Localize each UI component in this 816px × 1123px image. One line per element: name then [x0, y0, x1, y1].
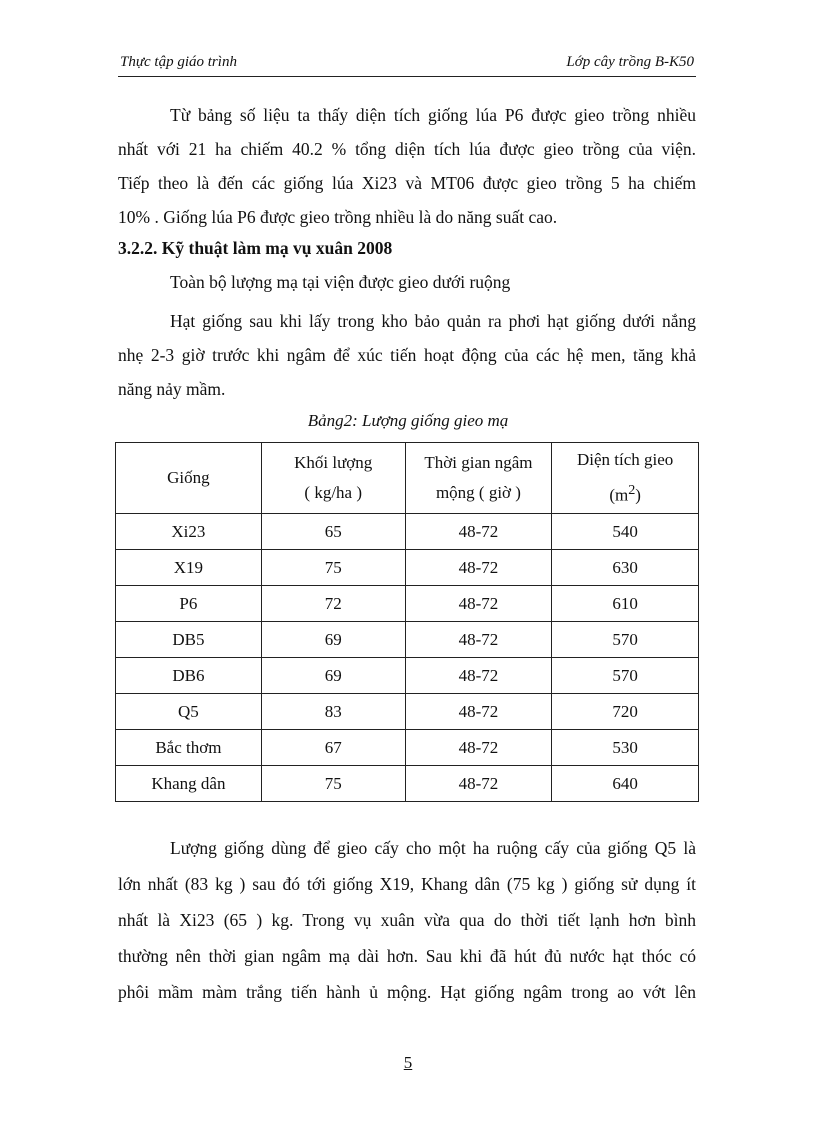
header-variety: Giống	[116, 443, 262, 514]
table-row	[116, 694, 699, 730]
table-row	[116, 550, 699, 586]
paragraph-seed-prep	[118, 304, 696, 406]
seed-table	[115, 442, 699, 802]
cell-mass: 72	[261, 586, 405, 622]
paragraph-line: thường nên thời gian ngâm mạ dài hơn. Sau khi đã hút đủ nước hạt thóc có	[118, 946, 696, 966]
cell-area: 570	[552, 658, 699, 694]
cell-area: 610	[552, 586, 699, 622]
cell-soak: 48-72	[405, 730, 552, 766]
cell-variety: Xi23	[116, 514, 262, 550]
cell-soak: 48-72	[405, 550, 552, 586]
paragraph-line: Lượng giống dùng để gieo cấy cho một ha ruộng cấy của giống Q5 là	[170, 838, 696, 858]
page-number: 5	[403, 1053, 413, 1072]
cell-area: 530	[552, 730, 699, 766]
cell-mass: 69	[261, 658, 405, 694]
paragraph-line: Từ bảng số liệu ta thấy diện tích giống lúa P6 được gieo trồng nhiều	[170, 105, 696, 125]
section-heading: 3.2.2. Kỹ thuật làm mạ vụ xuân 2008	[118, 238, 393, 258]
cell-soak: 48-72	[405, 694, 552, 730]
cell-area: 640	[552, 766, 699, 802]
header-area-unit: (m	[609, 485, 629, 505]
table-row	[116, 586, 699, 622]
header-course-title: Thực tập giáo trình	[120, 54, 237, 70]
table-row	[116, 514, 699, 550]
cell-soak: 48-72	[405, 586, 552, 622]
header-mass-label: Khối lượng	[294, 453, 373, 472]
paragraph-variety-area	[118, 98, 696, 234]
sentence-seedling-location: Toàn bộ lượng mạ tại viện được gieo dưới ruộng	[170, 272, 511, 292]
header-class-name: Lớp cây trồng B-K50	[566, 54, 694, 70]
paragraph-seed-usage	[118, 830, 696, 1010]
header-area	[552, 443, 699, 514]
paragraph-line: nhẹ 2-3 giờ trước khi ngâm để xúc tiến hoạt động của các hệ men, tăng khả	[118, 345, 696, 365]
table-row	[116, 658, 699, 694]
paragraph-line: 10% . Giống lúa P6 được gieo trồng nhiều là do năng suất cao.	[118, 207, 558, 227]
cell-area: 630	[552, 550, 699, 586]
cell-variety: Bắc thơm	[116, 730, 262, 766]
cell-soak: 48-72	[405, 766, 552, 802]
table-row	[116, 730, 699, 766]
paragraph-line: nhất với 21 ha chiếm 40.2 % tổng diện tích lúa được gieo trồng của viện.	[118, 139, 696, 159]
header-area-close: )	[635, 485, 641, 505]
table-caption: Bảng2: Lượng giống gieo mạ	[307, 411, 509, 430]
cell-variety: Q5	[116, 694, 262, 730]
cell-area: 720	[552, 694, 699, 730]
paragraph-line: Tiếp theo là đến các giống lúa Xi23 và MT06 được gieo trồng 5 ha chiếm	[118, 173, 696, 193]
cell-mass: 75	[261, 550, 405, 586]
table-row	[116, 622, 699, 658]
header-mass-unit: ( kg/ha )	[304, 483, 362, 502]
header-area-label: Diện tích gieo	[577, 450, 674, 470]
header-area-sup: 2	[628, 482, 636, 499]
header-area-unit-wrap	[552, 475, 698, 511]
cell-soak: 48-72	[405, 658, 552, 694]
cell-mass: 67	[261, 730, 405, 766]
cell-area: 570	[552, 622, 699, 658]
cell-mass: 69	[261, 622, 405, 658]
cell-variety: X19	[116, 550, 262, 586]
header-mass	[261, 443, 405, 514]
table-header-row	[116, 443, 699, 514]
table-row	[116, 766, 699, 802]
paragraph-line: lớn nhất (83 kg ) sau đó tới giống X19, Khang dân (75 kg ) giống sử dụng ít	[118, 874, 696, 894]
header-soak-unit: mộng ( giờ )	[435, 483, 521, 502]
cell-soak: 48-72	[405, 514, 552, 550]
cell-mass: 65	[261, 514, 405, 550]
cell-mass: 75	[261, 766, 405, 802]
cell-soak: 48-72	[405, 622, 552, 658]
paragraph-line: năng nảy mầm.	[118, 379, 226, 399]
paragraph-line: phôi mầm màm trắng tiến hành ủ mộng. Hạt giống ngâm trong ao vớt lên	[118, 982, 696, 1002]
cell-variety: DB5	[116, 622, 262, 658]
page-header	[118, 52, 696, 77]
paragraph-line: Hạt giống sau khi lấy trong kho bảo quản ra phơi hạt giống dưới nắng	[170, 311, 696, 331]
cell-variety: Khang dân	[116, 766, 262, 802]
header-soak-time	[405, 443, 552, 514]
cell-variety: P6	[116, 586, 262, 622]
cell-mass: 83	[261, 694, 405, 730]
header-soak-label: Thời gian ngâm	[424, 453, 533, 472]
cell-variety: DB6	[116, 658, 262, 694]
paragraph-line: nhất là Xi23 (65 ) kg. Trong vụ xuân vừa qua do thời tiết lạnh hơn bình	[118, 910, 696, 930]
cell-area: 540	[552, 514, 699, 550]
